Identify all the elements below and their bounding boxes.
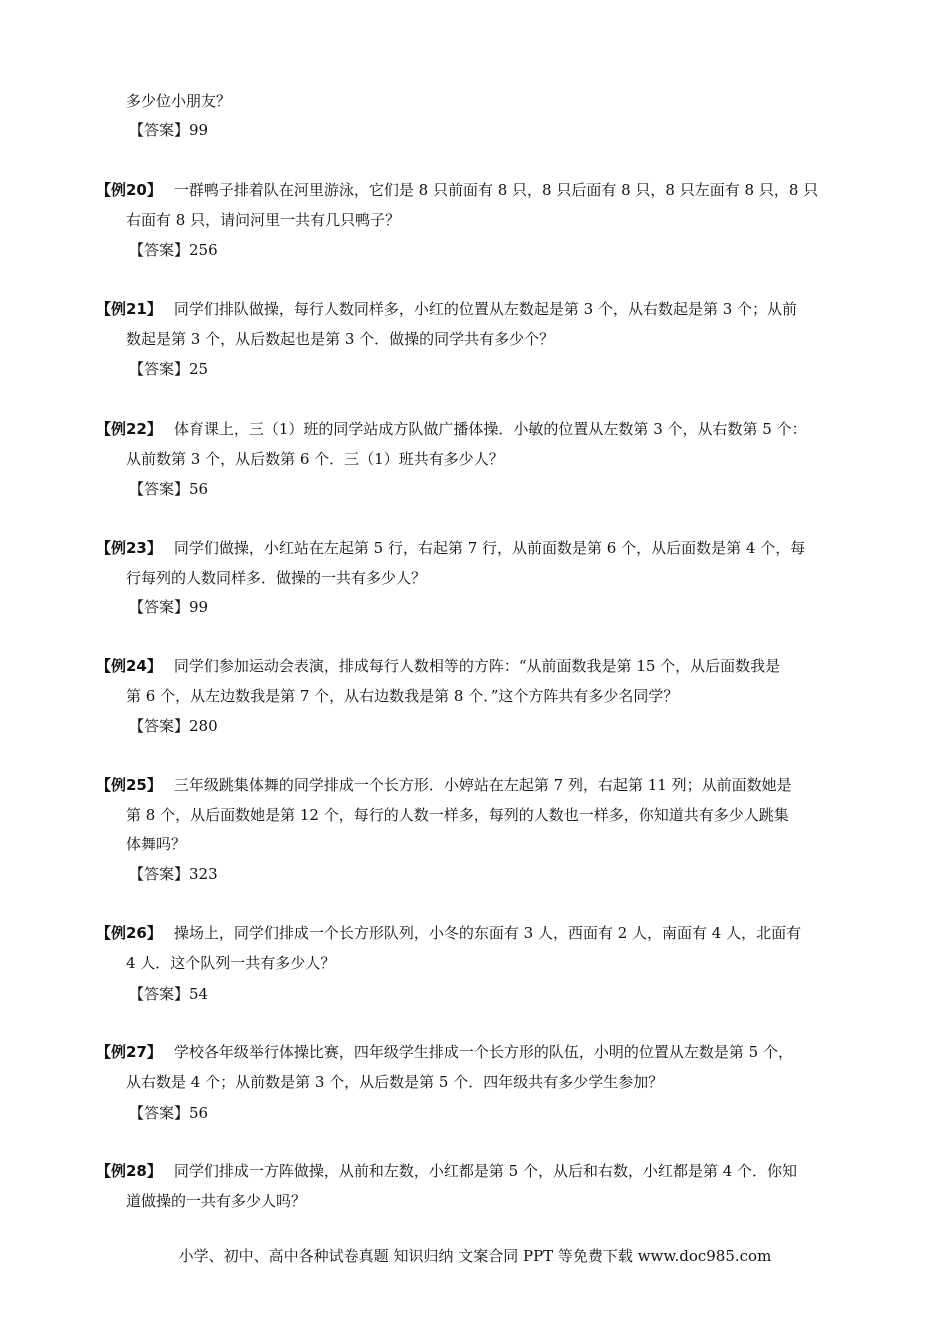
problem-text: 操场上，同学们排成一个长方形队列，小冬的东面有 3 人，西面有 2 人，南面有 4 人，北面有: [173, 924, 802, 942]
answer-20: 【答案】256: [129, 241, 218, 259]
problem-label: 【例25】: [96, 776, 162, 794]
problem-22-line-1: [96, 419, 807, 439]
problem-27-line-1: [96, 1042, 793, 1062]
problem-26-line-2: 4 人．这个队列一共有多少人？: [126, 954, 336, 972]
problem-text: 学校各年级举行体操比赛，四年级学生排成一个长方形的队伍，小明的位置从左数是第 5 个，: [173, 1043, 793, 1061]
page-footer: 小学、初中、高中各种试卷真题 知识归纳 文案合同 PPT 等免费下载 www.doc985.com: [178, 1247, 772, 1265]
problem-text: 同学们排成一方阵做操，从前和左数，小红都是第 5 个，从后和右数，小红都是第 4 个．你知: [173, 1162, 798, 1180]
answer-27: 【答案】56: [129, 1104, 209, 1122]
problem-20-line-2: 右面有 8 只，请问河里一共有几只鸭子？: [126, 211, 401, 229]
problem-text: 同学们参加运动会表演，排成每行人数相等的方阵：“从前面数我是第 15 个，从后面数我是: [173, 657, 781, 675]
problem-23-line-2: 行每列的人数同样多．做操的一共有多少人？: [126, 569, 427, 587]
problem-label: 【例20】: [96, 181, 162, 199]
problem-28-line-1: [96, 1161, 797, 1181]
problem-text: 同学们做操，小红站在左起第 5 行，右起第 7 行，从前面数是第 6 个，从后面数是第 4 个，每: [173, 539, 806, 557]
problem-label: 【例22】: [96, 420, 162, 438]
answer-21: 【答案】25: [129, 360, 209, 378]
problem-text: 一群鸭子排着队在河里游泳，它们是 8 只前面有 8 只，8 只后面有 8 只，8 只左面有 8 只，8 只: [173, 181, 819, 199]
problem-22-line-2: 从前数第 3 个，从后数第 6 个．三（1）班共有多少人？: [126, 450, 504, 468]
problem-label: 【例26】: [96, 924, 162, 942]
answer-26: 【答案】54: [129, 985, 209, 1003]
problem-21-line-1: [96, 299, 797, 319]
problem-text: 体育课上，三（1）班的同学站成方队做广播体操．小敏的位置从左数第 3 个，从右数第 5 个：: [173, 420, 807, 438]
problem-label: 【例21】: [96, 300, 162, 318]
problem-25-line-1: [96, 775, 792, 795]
problem-24-line-2: 第 6 个，从左边数我是第 7 个，从右边数我是第 8 个．”这个方阵共有多少名同学？: [126, 687, 679, 705]
answer-24: 【答案】280: [129, 717, 218, 735]
answer-25: 【答案】323: [129, 865, 218, 883]
problem-text: 同学们排队做操，每行人数同样多，小红的位置从左数起是第 3 个，从右数起是第 3 个；从前: [173, 300, 798, 318]
problem-text: 三年级跳集体舞的同学排成一个长方形．小婷站在左起第 7 列，右起第 11 列；从前面数她是: [173, 776, 792, 794]
problem-label: 【例27】: [96, 1043, 162, 1061]
problem-23-line-1: [96, 538, 805, 558]
problem-label: 【例24】: [96, 657, 162, 675]
problem-26-line-1: [96, 923, 801, 943]
problem-21-line-2: 数起是第 3 个，从后数起也是第 3 个．做操的同学共有多少个？: [126, 330, 555, 348]
answer-19: 【答案】99: [129, 121, 209, 139]
problem-27-line-2: 从右数是 4 个；从前数是第 3 个，从后数是第 5 个．四年级共有多少学生参加？: [126, 1073, 664, 1091]
answer-22: 【答案】56: [129, 480, 209, 498]
problem-28-line-2: 道做操的一共有多少人吗？: [126, 1192, 307, 1210]
problem-label: 【例23】: [96, 539, 162, 557]
problem-25-line-3: 体舞吗？: [126, 835, 187, 853]
problem-label: 【例28】: [96, 1162, 162, 1180]
problem-24-line-1: [96, 656, 780, 676]
continuation-text: 多少位小朋友？: [126, 92, 232, 110]
problem-25-line-2: 第 8 个，从后面数她是第 12 个，每行的人数一样多，每列的人数也一样多，你知道共有多少人跳集: [126, 806, 789, 824]
answer-23: 【答案】99: [129, 598, 209, 616]
problem-20-line-1: [96, 180, 818, 200]
